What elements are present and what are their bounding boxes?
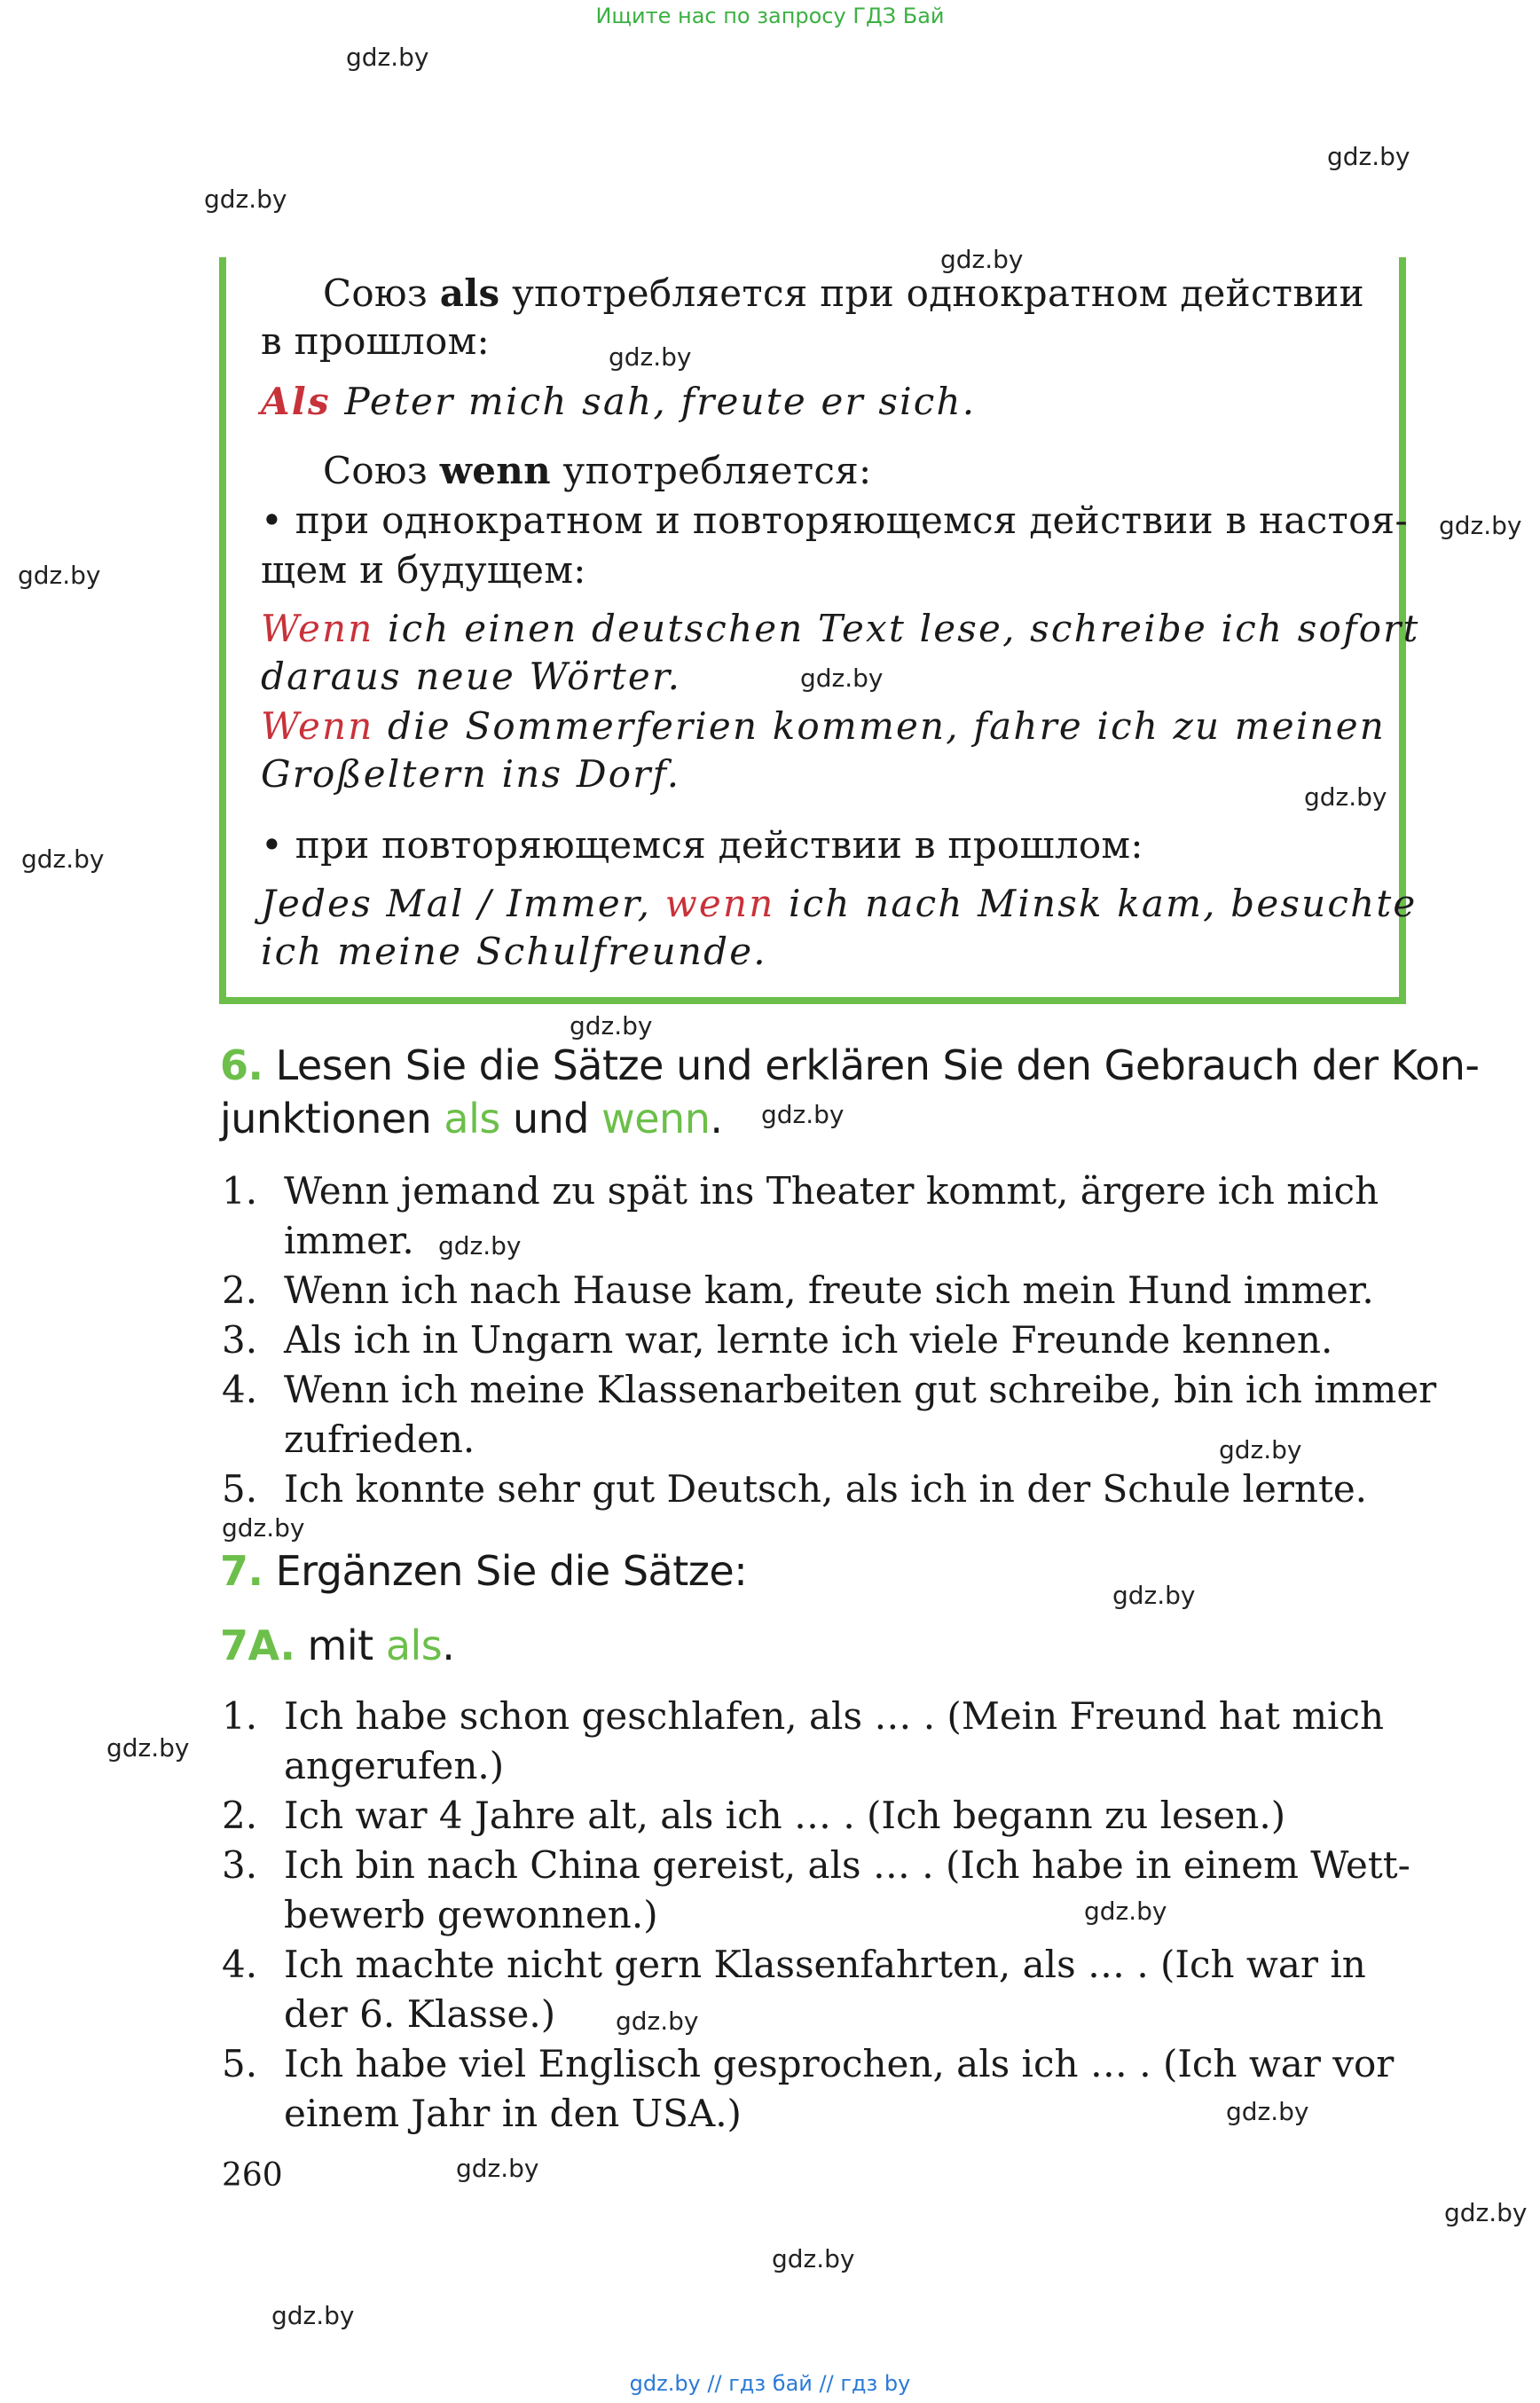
- watermark: gdz.by: [761, 1100, 845, 1129]
- list-item: 4. Ich machte nicht gern Klassenfahrten, als … . (Ich war in: [222, 1943, 1366, 1986]
- list-item-cont: zufrieden.: [284, 1417, 475, 1461]
- list-item-cont: einem Jahr in den USA.): [284, 2092, 742, 2135]
- rule-example-3: Wenn die Sommerferien kommen, fahre ich zu meinen: [261, 704, 1387, 748]
- watermark: gdz.by: [609, 342, 692, 372]
- rule-paragraph-als: Союз als употребляется при однократном действии: [323, 271, 1364, 315]
- list-item: 2. Ich war 4 Jahre alt, als ich … . (Ich begann zu lesen.): [222, 1794, 1286, 1837]
- list-item: 4. Wenn ich meine Klassenarbeiten gut schreibe, bin ich immer: [222, 1368, 1437, 1411]
- watermark: gdz.by: [222, 1513, 305, 1543]
- watermark: gdz.by: [1226, 2097, 1309, 2126]
- watermark: gdz.by: [940, 245, 1024, 274]
- watermark: gdz.by: [1444, 2198, 1528, 2227]
- list-item: 1. Wenn jemand zu spät ins Theater kommt, ärgere ich mich: [222, 1169, 1379, 1213]
- list-item-cont: der 6. Klasse.): [284, 1992, 556, 2036]
- watermark: gdz.by: [271, 2301, 355, 2330]
- watermark: gdz.by: [1112, 1581, 1196, 1610]
- list-item-cont: bewerb gewonnen.): [284, 1893, 658, 1936]
- list-item: 5. Ich konnte sehr gut Deutsch, als ich in der Schule lernte.: [222, 1467, 1368, 1511]
- task-6-heading: 6. Lesen Sie die Sätze und erklären Sie den Gebrauch der Kon-: [220, 1041, 1480, 1089]
- watermark: gdz.by: [204, 185, 287, 214]
- list-item: 5. Ich habe viel Englisch gesprochen, als ich … . (Ich war vor: [222, 2042, 1395, 2085]
- watermark: gdz.by: [106, 1733, 190, 1763]
- watermark: gdz.by: [456, 2154, 539, 2183]
- watermark: gdz.by: [1327, 142, 1410, 171]
- list-item: 2. Wenn ich nach Hause kam, freute sich mein Hund immer.: [222, 1268, 1374, 1312]
- watermark: gdz.by: [1439, 511, 1522, 540]
- watermark: gdz.by: [346, 43, 429, 72]
- top-banner[interactable]: Ищите нас по запросу ГДЗ Бай: [595, 4, 945, 28]
- page-number: 260: [222, 2157, 283, 2194]
- list-item: 3. Als ich in Ungarn war, lernte ich viele Freunde kennen.: [222, 1318, 1333, 1362]
- rule-example-2-cont: daraus neue Wörter.: [261, 655, 682, 698]
- watermark: gdz.by: [800, 664, 884, 693]
- task-6-heading-cont: junktionen als und wenn.: [220, 1095, 723, 1143]
- watermark: gdz.by: [616, 2006, 699, 2036]
- task-7-heading: 7. Ergänzen Sie die Sätze:: [220, 1547, 748, 1595]
- watermark: gdz.by: [1219, 1435, 1302, 1465]
- watermark: gdz.by: [1304, 782, 1387, 812]
- watermark: gdz.by: [18, 561, 101, 590]
- watermark: gdz.by: [772, 2244, 855, 2273]
- watermark: gdz.by: [1084, 1896, 1167, 1926]
- rule-example-4-cont: ich meine Schulfreunde.: [261, 930, 767, 973]
- list-item: 3. Ich bin nach China gereist, als … . (Ich habe in einem Wett-: [222, 1843, 1410, 1887]
- rule-example-2: Wenn ich einen deutschen Text lese, schreibe ich sofort: [261, 607, 1420, 650]
- rule-bullet-1-cont: щем и будущем:: [261, 548, 586, 592]
- rule-bullet-1: • при однократном и повторяющемся действии в настоя-: [261, 499, 1408, 542]
- list-item: 1. Ich habe schon geschlafen, als … . (Mein Freund hat mich: [222, 1694, 1385, 1738]
- task-7a-heading: 7A. mit als.: [220, 1622, 455, 1669]
- watermark: gdz.by: [438, 1231, 522, 1260]
- rule-example-3-cont: Großeltern ins Dorf.: [261, 752, 681, 796]
- watermark: gdz.by: [21, 844, 105, 874]
- rule-example-4: Jedes Mal / Immer, wenn ich nach Minsk kam, besuchte: [261, 882, 1418, 925]
- rule-bullet-2: • при повторяющемся действии в прошлом:: [261, 823, 1143, 867]
- list-item-cont: immer.: [284, 1219, 414, 1262]
- rule-example-1: Als Peter mich sah, freute er sich.: [261, 380, 977, 423]
- footer-links[interactable]: gdz.by // гдз бай // гдз by: [629, 2371, 911, 2396]
- list-item-cont: angerufen.): [284, 1744, 505, 1787]
- watermark: gdz.by: [570, 1011, 653, 1041]
- rule-paragraph-als-cont: в прошлом:: [261, 319, 490, 363]
- rule-paragraph-wenn: Союз wenn употребляется:: [323, 449, 872, 492]
